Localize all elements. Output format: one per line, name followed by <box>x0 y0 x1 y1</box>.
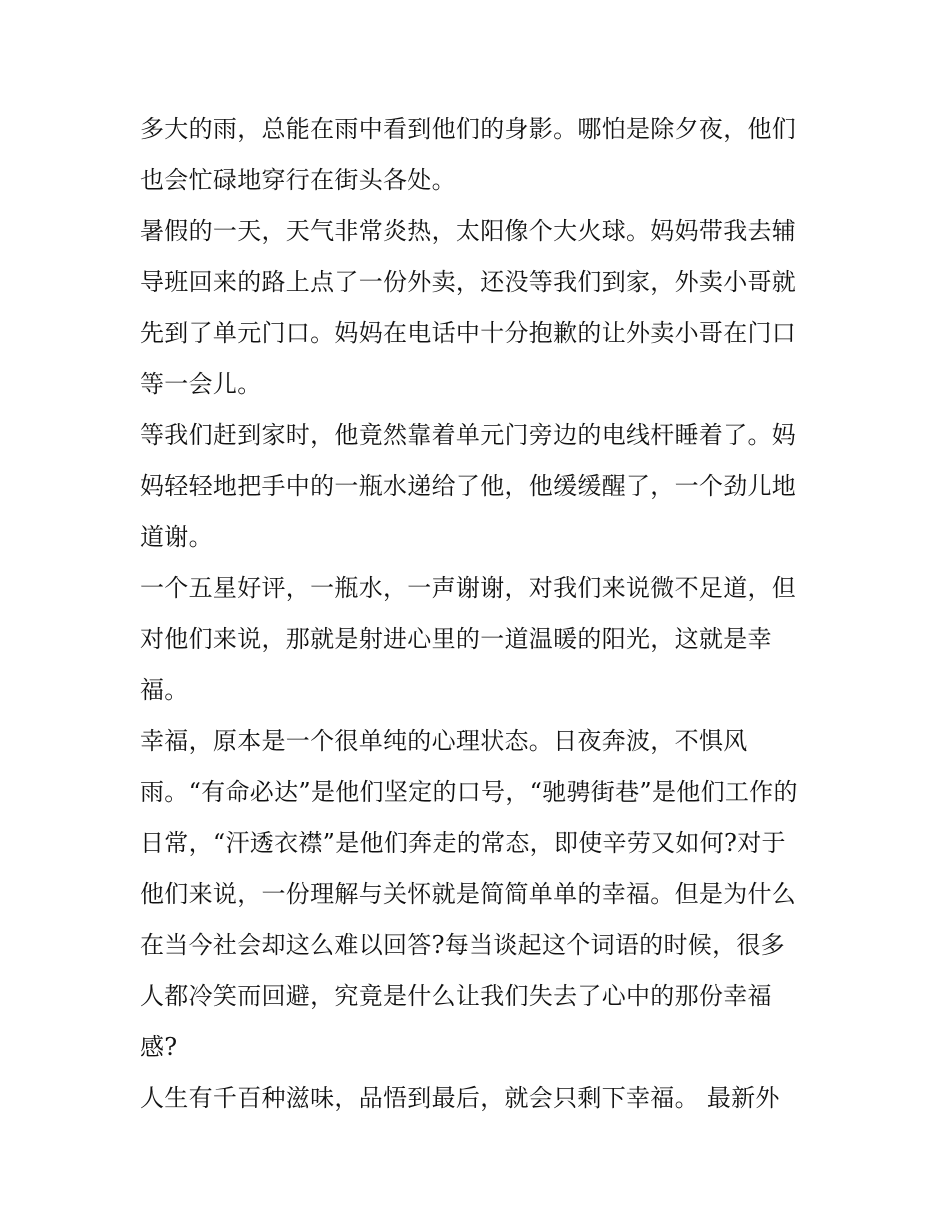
text-line: 雨。“有命必达”是他们坚定的口号，“驰骋街巷”是他们工作的 <box>140 778 798 806</box>
text-line: 福。 <box>140 676 189 704</box>
text-line: 道谢。 <box>140 523 213 551</box>
text-line: 他们来说，一份理解与关怀就是简简单单的幸福。但是为什么 <box>140 880 797 908</box>
text-line: 幸福，原本是一个很单纯的心理状态。日夜奔波，不惧风 <box>140 727 748 755</box>
text-line: 先到了单元门口。妈妈在电话中十分抱歉的让外卖小哥在门口 <box>140 319 797 347</box>
text-line: 也会忙碌地穿行在街头各处。 <box>140 166 456 194</box>
text-line: 日常，“汗透衣襟”是他们奔走的常态，即使辛劳又如何?对于 <box>140 829 786 857</box>
text-line: 人生有千百种滋味，品悟到最后，就会只剩下幸福。 最新外 <box>140 1084 780 1112</box>
text-line: 导班回来的路上点了一份外卖，还没等我们到家，外卖小哥就 <box>140 268 797 296</box>
text-line: 感? <box>140 1033 178 1061</box>
text-line: 妈轻轻地把手中的一瓶水递给了他，他缓缓醒了，一个劲儿地 <box>140 472 797 500</box>
text-line: 对他们来说，那就是射进心里的一道温暖的阳光，这就是幸 <box>140 625 772 653</box>
document-body <box>140 104 820 1124</box>
text-line: 等我们赶到家时，他竟然靠着单元门旁边的电线杆睡着了。妈 <box>140 421 797 449</box>
text-line: 人都冷笑而回避，究竟是什么让我们失去了心中的那份幸福 <box>140 982 772 1010</box>
text-line: 一个五星好评，一瓶水，一声谢谢，对我们来说微不足道，但 <box>140 574 797 602</box>
text-line: 等一会儿。 <box>140 370 262 398</box>
text-line: 暑假的一天，天气非常炎热，太阳像个大火球。妈妈带我去辅 <box>140 217 797 245</box>
text-line: 多大的雨，总能在雨中看到他们的身影。哪怕是除夕夜，他们 <box>140 115 797 143</box>
text-line: 在当今社会却这么难以回答?每当谈起这个词语的时候，很多 <box>140 931 785 959</box>
